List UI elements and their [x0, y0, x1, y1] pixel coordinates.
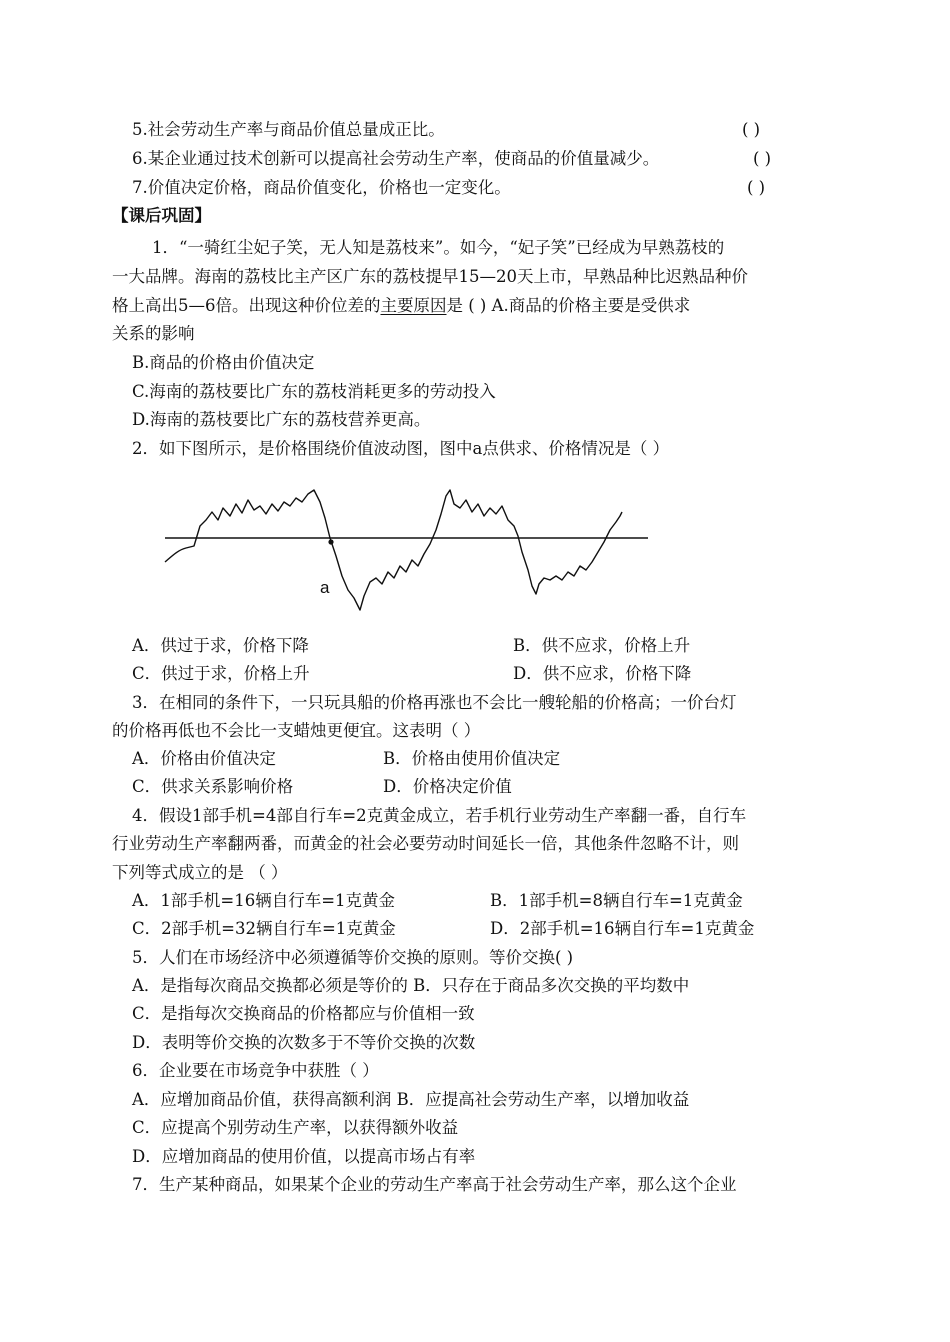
q4-option-d: D．2部手机=16辆自行车=1克黄金 — [490, 919, 755, 938]
q1-underlined-phrase: 主要原因 — [380, 296, 447, 315]
q3-option-d: D．价格决定价值 — [383, 777, 512, 796]
q3-line2: 的价格再低也不会比一支蜡烛更便宜。这表明（ ） — [112, 721, 481, 740]
q1-line3-start: 格上高出5—6倍。出现这种价位差的 — [112, 296, 381, 315]
q1-line1: 1．“一骑红尘妃子笑，无人知是荔枝来”。如今，“妃子笑”已经成为早熟荔枝的 — [152, 238, 725, 257]
q2-stem: 2．如下图所示，是价格围绕价值波动图，图中a点供求、价格情况是（ ） — [132, 439, 670, 458]
q3-line1: 3．在相同的条件下，一只玩具船的价格再涨也不会比一艘轮船的价格高；一价台灯 — [132, 693, 737, 712]
q1-line3 — [112, 298, 690, 315]
q1-option-c: C.海南的荔枝要比广东的荔枝消耗更多的劳动投入 — [132, 382, 496, 401]
q1-option-b: B.商品的价格由价值决定 — [132, 353, 315, 372]
q1-option-d: D.海南的荔枝要比广东的荔枝营养更高。 — [132, 410, 431, 429]
q5-option-d: D．表明等价交换的次数多于不等价交换的次数 — [132, 1033, 476, 1052]
q3-option-b: B．价格由使用价值决定 — [383, 749, 561, 768]
q6-option-d: D．应增加商品的使用价值，以提高市场占有率 — [132, 1147, 476, 1166]
q5-option-c: C．是指每次交换商品的价格都应与价值相一致 — [132, 1004, 475, 1023]
q4-line3: 下列等式成立的是 （ ） — [112, 863, 288, 882]
q4-option-a: A．1部手机=16辆自行车=1克黄金 — [132, 891, 396, 910]
q2-option-c: C．供过于求，价格上升 — [132, 664, 310, 683]
price-curve — [165, 490, 622, 610]
q2-option-b: B．供不应求，价格上升 — [513, 636, 691, 655]
q2-option-d: D．供不应求，价格下降 — [513, 664, 692, 683]
judgement-item-5: 5.社会劳动生产率与商品价值总量成正比。 — [132, 120, 445, 139]
q1-line4: 关系的影响 — [112, 324, 195, 343]
q4-option-b: B．1部手机=8辆自行车=1克黄金 — [490, 891, 743, 910]
q4-line1: 4．假设1部手机=4部自行车=2克黄金成立，若手机行业劳动生产率翻一番，自行车 — [132, 806, 747, 825]
q5-option-ab: A．是指每次商品交换都必须是等价的 B．只存在于商品多次交换的平均数中 — [132, 976, 690, 995]
section-title: 【课后巩固】 — [112, 206, 211, 225]
answer-bracket-5: ( ) — [742, 120, 761, 139]
q6-option-c: C．应提高个别劳动生产率，以获得额外收益 — [132, 1118, 459, 1137]
q6-option-ab: A．应增加商品价值，获得高额利润 B．应提高社会劳动生产率，以增加收益 — [132, 1090, 690, 1109]
q3-option-a: A．价格由价值决定 — [132, 749, 276, 768]
judgement-item-6: 6.某企业通过技术创新可以提高社会劳动生产率，使商品的价值量减少。 — [132, 149, 660, 168]
q7-line1: 7．生产某种商品，如果某个企业的劳动生产率高于社会劳动生产率，那么这个企业 — [132, 1175, 737, 1194]
q5-stem: 5．人们在市场经济中必须遵循等价交换的原则。等价交换( ) — [132, 948, 574, 967]
point-a-marker — [328, 539, 333, 544]
q1-line3-end: 是 ( ) A.商品的价格主要是受供求 — [446, 296, 691, 315]
price-value-wave-figure — [160, 486, 660, 616]
q6-stem: 6．企业要在市场竞争中获胜（ ） — [132, 1061, 379, 1080]
q4-option-c: C．2部手机=32辆自行车=1克黄金 — [132, 919, 396, 938]
judgement-item-7: 7.价值决定价格，商品价值变化，价格也一定变化。 — [132, 178, 511, 197]
q1-line2: 一大品牌。海南的荔枝比主产区广东的荔枝提早15—20天上市，早熟品种比迟熟品种价 — [112, 267, 748, 286]
answer-bracket-6: ( ) — [753, 149, 772, 168]
q3-option-c: C．供求关系影响价格 — [132, 777, 294, 796]
point-a-label: a — [320, 578, 330, 597]
q2-option-a: A．供过于求，价格下降 — [132, 636, 309, 655]
answer-bracket-7: ( ) — [747, 178, 766, 197]
q4-line2: 行业劳动生产率翻两番，而黄金的社会必要劳动时间延长一倍，其他条件忽略不计，则 — [112, 834, 739, 853]
